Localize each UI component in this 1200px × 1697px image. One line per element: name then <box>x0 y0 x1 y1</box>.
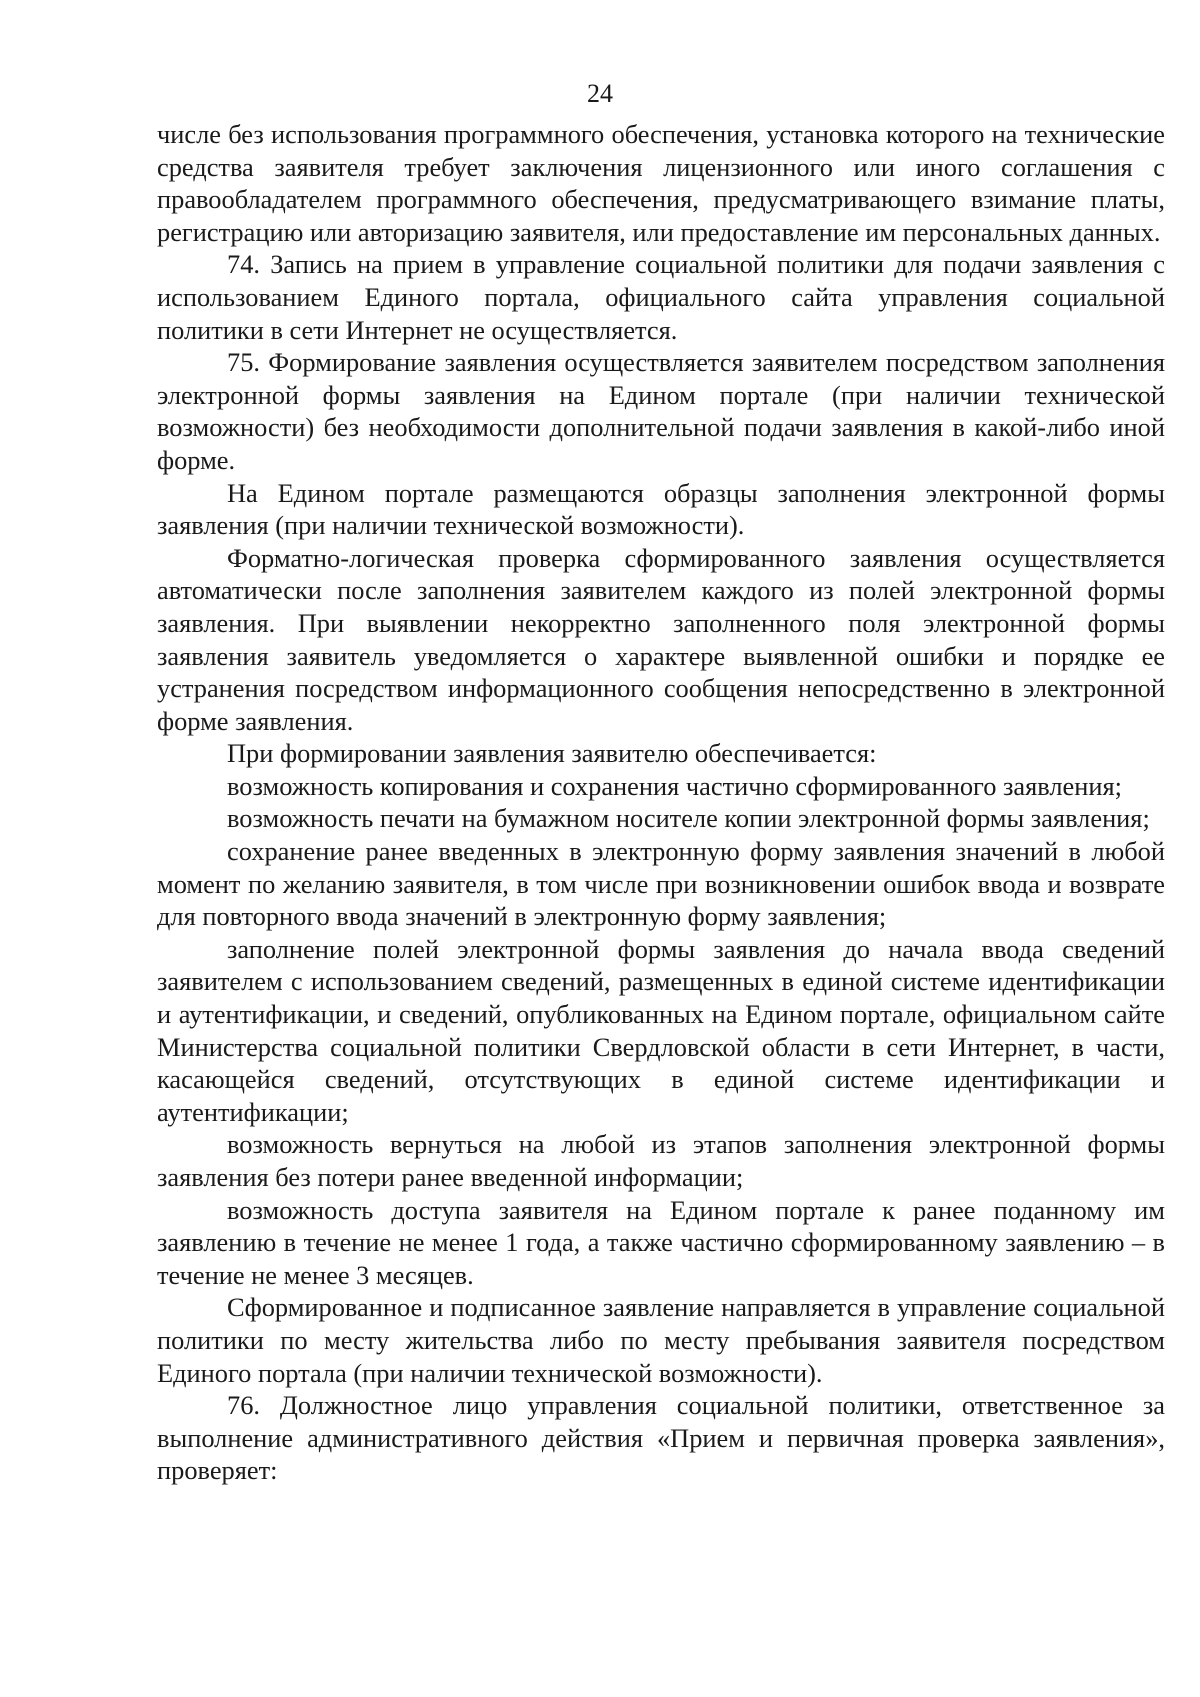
paragraph-format-check: Форматно-логическая проверка сформированного заявления осуществляется автоматически после заполнения заявителем каждого из полей электронной формы заявления. При выявлении некорректно заполненного поля электронной формы заявления заявитель уведомляется о характере выявленной ошибки и порядке ее устранения посредством информационного сообщения непосредственно в электронной форме заявления. <box>157 542 1165 736</box>
paragraph-submission: Сформированное и подписанное заявление направляется в управление социальной политики по месту жительства либо по месту пребывания заявителя посредством Единого портала (при наличии технической возможности). <box>157 1292 1165 1388</box>
document-body <box>157 118 1165 1487</box>
page-number: 24 <box>587 79 613 108</box>
list-item-save: сохранение ранее введенных в электронную форму заявления значений в любой момент по желанию заявителя, в том числе при возникновении ошибок ввода и возврате для повторного ввода значений в электронную форму заявления; <box>157 836 1165 932</box>
paragraph-75: 75. Формирование заявления осуществляется заявителем посредством заполнения электронной формы заявления на Едином портале (при наличии технической возможности) без необходимости дополнительной подачи заявления в какой-либо иной форме. <box>157 347 1165 475</box>
list-item-print: возможность печати на бумажном носителе копии электронной формы заявления; <box>227 803 1150 834</box>
paragraph-74: 74. Запись на прием в управление социальной политики для подачи заявления с использованием Единого портала, официального сайта управления социальной политики в сети Интернет не осуществляется. <box>157 249 1165 345</box>
list-item-access: возможность доступа заявителя на Едином портале к ранее поданному им заявлению в течение не менее 1 года, а также частично сформированному заявлению – в течение не менее 3 месяцев. <box>157 1194 1165 1290</box>
list-item-copy: возможность копирования и сохранения частично сформированного заявления; <box>227 770 1122 801</box>
paragraph-provided: При формировании заявления заявителю обеспечивается: <box>227 738 877 769</box>
paragraph-continuation: числе без использования программного обеспечения, установка которого на технические средства заявителя требует заключения лицензионного или иного соглашения с правообладателем программного обеспечения, предусматривающего взимание платы, регистрацию или авторизацию заявителя, или предоставление им персональных данных. <box>157 119 1165 247</box>
paragraph-76: 76. Должностное лицо управления социальной политики, ответственное за выполнение административного действия «Прием и первичная проверка заявления», проверяет: <box>157 1390 1165 1486</box>
paragraph-samples: На Едином портале размещаются образцы заполнения электронной формы заявления (при наличии технической возможности). <box>157 477 1165 541</box>
list-item-return: возможность вернуться на любой из этапов заполнения электронной формы заявления без потери ранее введенной информации; <box>157 1129 1165 1192</box>
list-item-prefill: заполнение полей электронной формы заявления до начала ввода сведений заявителем с использованием сведений, размещенных в единой системе идентификации и аутентификации, и сведений, опубликованных на Едином портале, официальном сайте Министерства социальной политики Свердловской области в сети Интернет, в части, касающейся сведений, отсутствующих в единой системе идентификации и аутентификации; <box>157 933 1165 1127</box>
